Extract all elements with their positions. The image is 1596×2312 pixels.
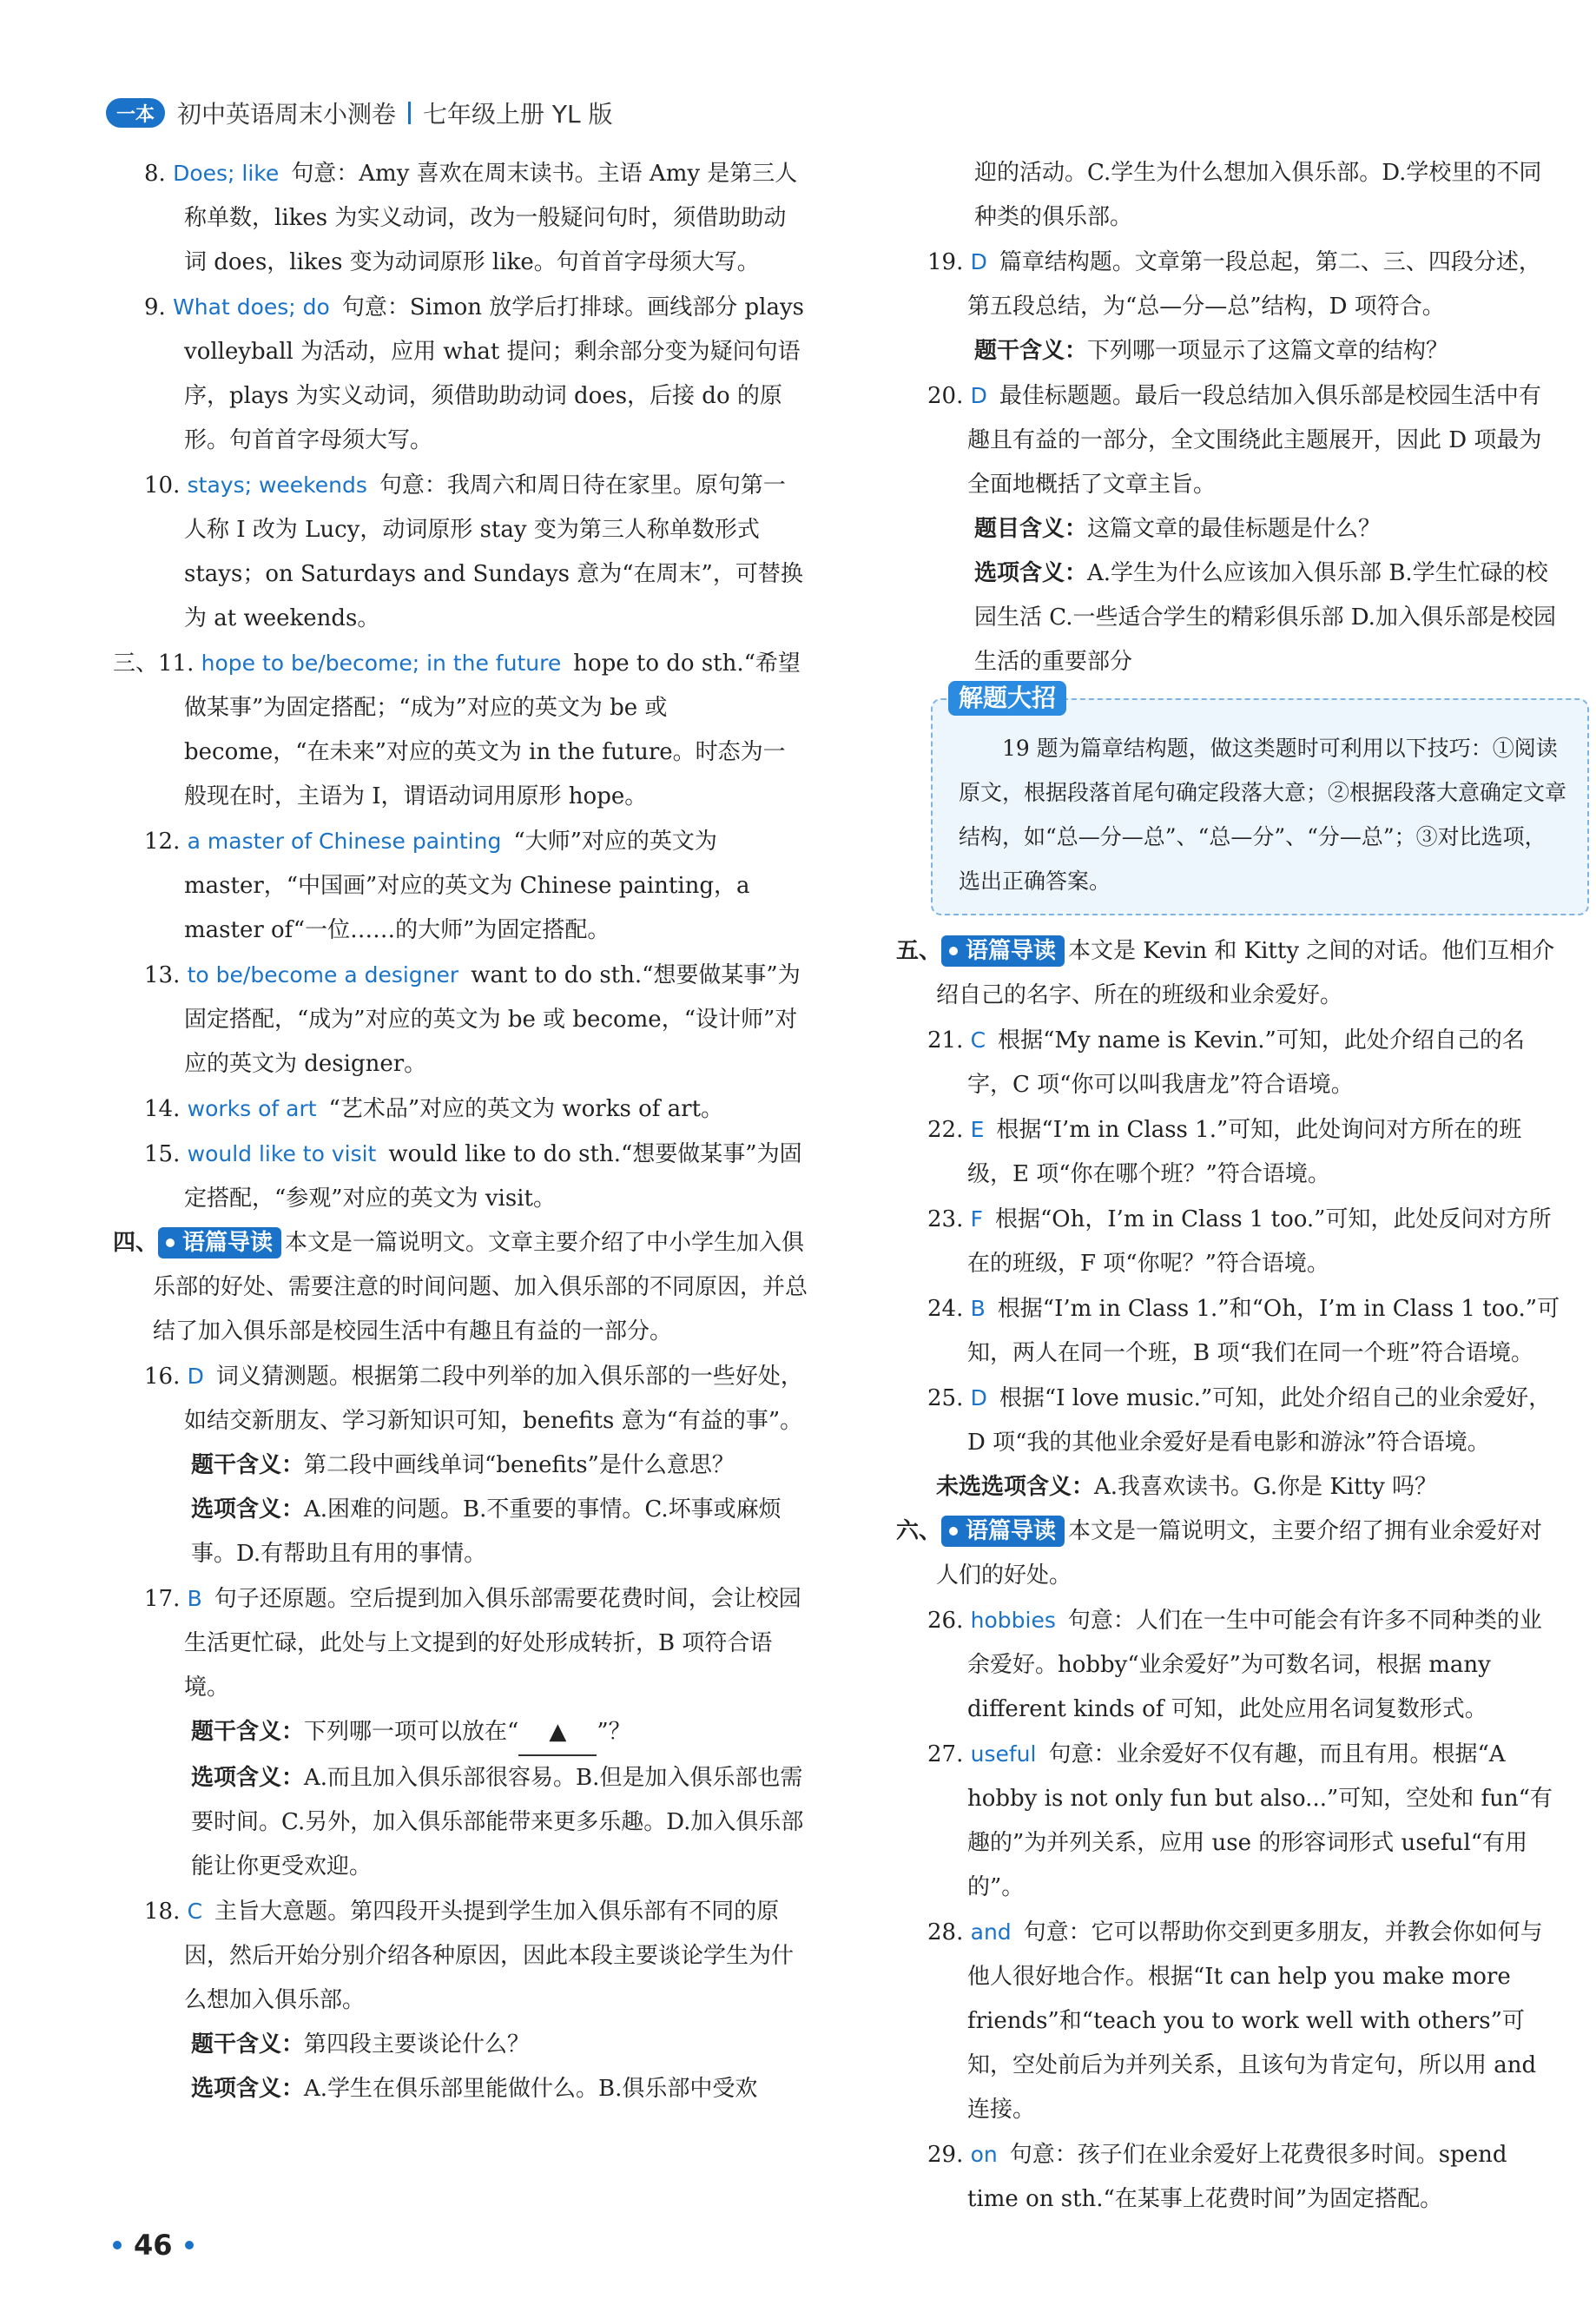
answer-key: D [970, 249, 987, 274]
meaning-text: A.困难的问题。B.不重要的事情。C.坏事或麻烦事。D.有帮助且有用的事情。 [191, 1496, 782, 1567]
section-number: 四、 [113, 1230, 159, 1256]
explanation-text: 句意：业余爱好不仅有趣，而且有用。根据“A hobby is not only fun but also...”可知，空处和 fun“有趣的”为并列关系，应用 use 的形容词形式 useful“有用的”。 [967, 1741, 1553, 1900]
explanation-text: hope to do sth.“希望做某事”为固定搭配；“成为”对应的英文为 be 或 become，“在未来”对应的英文为 in the future。时态为一般现在时，主语为 I，谓语动词用原形 hope。 [184, 651, 801, 809]
answer-key: stays; weekends [187, 472, 367, 498]
answer-item [896, 1286, 1563, 1376]
question-number: 12. [144, 829, 181, 855]
right-column [896, 151, 1567, 2222]
answer-item [113, 819, 808, 953]
meaning-label: 选项含义： [191, 1765, 305, 1791]
answer-item [896, 2132, 1563, 2222]
answer-item [896, 373, 1563, 507]
question-number: 25. [927, 1385, 964, 1411]
blank-marker: ▲ [518, 1710, 597, 1756]
answer-item [113, 285, 808, 463]
explanation-text: 根据“I love music.”可知，此处介绍自己的业余爱好，D 项“我的其他业余爱好是看电影和游泳”符合语境。 [967, 1385, 1552, 1456]
explanation-text: 句意：我周六和周日待在家里。原句第一人称 I 改为 Lucy，动词原形 stay 变为第三人称单数形式 stays；on Saturdays and Sundays 意为“在周末”，可替换为 at weekends。 [184, 472, 803, 631]
header-divider [408, 102, 411, 124]
meaning-label: 题干含义： [191, 2031, 305, 2058]
meaning-line [896, 329, 1563, 373]
explanation-text: would like to do sth.“想要做某事”为固定搭配，“参观”对应的英文为 visit。 [184, 1141, 802, 1212]
answer-key: on [970, 2142, 998, 2167]
tip-text: 19 题为篇章结构题，做这类题时可利用以下技巧：①阅读原文，根据段落首尾句确定段落大意；②根据段落大意确定文章结构，如“总—分—总”、“总—分”、“分—总”；③对比选项，选出正确答案。 [959, 736, 1567, 894]
answer-item [896, 1732, 1563, 1910]
answer-item [896, 1018, 1563, 1107]
answer-key: B [970, 1296, 986, 1321]
explanation-text: “大师”对应的英文为 master，“中国画”对应的英文为 Chinese painting，a master of“一位……的大师”为固定搭配。 [184, 829, 750, 943]
explanation-text: 句意：Amy 喜欢在周末读书。主语 Amy 是第三人称单数，likes 为实义动词，改为一般疑问句时，须借助助动词 does，likes 变为动词原形 like。句首首字母须大写。 [184, 161, 798, 275]
answer-item [113, 1087, 808, 1132]
meaning-text-after: ”？ [597, 1719, 631, 1745]
answer-item [896, 1197, 1563, 1286]
answer-key: hope to be/become; in the future [201, 651, 562, 676]
section-intro-text: 本文是一篇说明文，主要介绍了拥有业余爱好对人们的好处。 [936, 1518, 1543, 1589]
answer-key: B [187, 1586, 202, 1611]
meaning-text: A.学生为什么应该加入俱乐部 B.学生忙碌的校园生活 C.一些适合学生的精彩俱乐部 D.加入俱乐部是校园生活的重要部分 [974, 560, 1556, 675]
section-intro [896, 1509, 1563, 1598]
answer-key: What does; do [173, 294, 330, 320]
question-number: 22. [927, 1117, 964, 1143]
meaning-label: 题干含义： [974, 338, 1088, 364]
explanation-text: 篇章结构题。文章第一段总起，第二、三、四段分述，第五段总结，为“总—分—总”结构，D 项符合。 [967, 249, 1541, 320]
answer-item [113, 641, 808, 819]
meaning-line [896, 552, 1563, 684]
explanation-text: “艺术品”对应的英文为 works of art。 [328, 1096, 724, 1122]
answer-item [896, 240, 1563, 329]
passage-guide-tag: 语篇导读 [158, 1227, 281, 1258]
meaning-line [896, 1465, 1563, 1509]
meaning-text: 下列哪一项显示了这篇文章的结构？ [1087, 338, 1449, 364]
passage-guide-tag: 语篇导读 [941, 935, 1065, 967]
answer-key: D [970, 383, 987, 408]
page-footer [113, 2229, 194, 2262]
answer-item [113, 463, 808, 641]
explanation-text: 根据“I’m in Class 1.”和“Oh，I’m in Class 1 too.”可知，两人在同一个班，B 项“我们在同一个班”符合语境。 [967, 1296, 1560, 1366]
footer-dot-left [113, 2241, 122, 2249]
meaning-text: A.我喜欢读书。G.你是 Kitty 吗？ [1094, 1474, 1438, 1500]
meaning-line [113, 1443, 808, 1488]
section-intro [896, 929, 1563, 1018]
answer-key: would like to visit [187, 1141, 377, 1166]
explanation-text: 句意：它可以帮助你交到更多朋友，并教会你如何与他人很好地合作。根据“It can help you make more friends”和“teach you to work well with others”可知，空处前后为并列关系，且该句为肯定句，所以用 and 连接。 [967, 1919, 1543, 2123]
meaning-label: 未选选项含义： [936, 1474, 1095, 1500]
section-intro-text: 本文是 Kevin 和 Kitty 之间的对话。他们互相介绍自己的名字、所在的班级和业余爱好。 [936, 938, 1555, 1008]
meaning-continuation: 迎的活动。C.学生为什么想加入俱乐部。D.学校里的不同种类的俱乐部。 [974, 160, 1542, 230]
question-number: 26. [927, 1608, 964, 1634]
meaning-label: 选项含义： [974, 560, 1088, 586]
question-number: 21. [927, 1027, 964, 1054]
answer-key: D [187, 1364, 204, 1389]
explanation-text: 最佳标题题。最后一段总结加入俱乐部是校园生活中有趣且有益的一部分，全文围绕此主题展开，因此 D 项最为全面地概括了文章主旨。 [967, 383, 1542, 498]
meaning-line [113, 1756, 808, 1889]
meaning-text: 这篇文章的最佳标题是什么？ [1087, 516, 1382, 542]
answer-item [113, 151, 808, 285]
explanation-text: 句意：孩子们在业余爱好上花费很多时间。spend time on sth.“在某事上花费时间”为固定搭配。 [967, 2142, 1507, 2212]
question-number: 27. [927, 1741, 964, 1767]
explanation-text: want to do sth.“想要做某事”为固定搭配，“成为”对应的英文为 be 或 become，“设计师”对应的英文为 designer。 [184, 962, 801, 1077]
page-header [106, 92, 613, 134]
explanation-text: 根据“My name is Kevin.”可知，此处介绍自己的名字，C 项“你可以叫我唐龙”符合语境。 [967, 1027, 1525, 1098]
brand-logo: 一本 [106, 98, 165, 128]
explanation-text: 根据“I’m in Class 1.”可知，此处询问对方所在的班级，E 项“你在哪个班？”符合语境。 [967, 1117, 1522, 1187]
answer-item [113, 1576, 808, 1710]
left-column [113, 151, 808, 2111]
book-grade: 七年级上册 YL 版 [423, 100, 613, 129]
meaning-label: 题目含义： [974, 516, 1088, 542]
answer-key: works of art [187, 1096, 317, 1121]
answer-key: F [970, 1206, 984, 1232]
question-number: 19. [927, 249, 964, 275]
question-number: 28. [927, 1919, 964, 1945]
explanation-text: 句意：Simon 放学后打排球。画线部分 plays volleyball 为活动，应用 what 提问；剩余部分变为疑问句语序，plays 为实义动词，须借助助动词 does，后接 do 的原形。句首首字母须大写。 [184, 294, 805, 453]
section-intro-text: 本文是一篇说明文。文章主要介绍了中小学生加入俱乐部的好处、需要注意的时间问题、加入俱乐部的不同原因，并总结了加入俱乐部是校园生活中有趣且有益的一部分。 [153, 1230, 808, 1344]
question-number: 9. [144, 294, 166, 320]
answer-key: C [970, 1027, 986, 1053]
answer-key: E [970, 1117, 985, 1142]
answer-item [896, 1376, 1563, 1465]
answer-item [896, 1598, 1563, 1732]
question-number: 8. [144, 161, 166, 187]
book-title: 初中英语周末小测卷 [177, 100, 397, 129]
meaning-text: 第二段中画线单词“benefits”是什么意思？ [304, 1452, 735, 1478]
section-number: 五、 [896, 938, 942, 964]
meaning-text: A.学生在俱乐部里能做什么。B.俱乐部中受欢 [304, 2076, 758, 2102]
section-intro [113, 1221, 808, 1354]
page-number: 46 [134, 2229, 173, 2262]
question-number: 24. [927, 1296, 964, 1322]
answer-item [113, 1132, 808, 1221]
answer-key: Does; like [173, 161, 280, 186]
meaning-text: 下列哪一项可以放在“ [304, 1719, 519, 1745]
meaning-label: 题干含义： [191, 1719, 305, 1745]
question-number: 29. [927, 2142, 964, 2168]
meaning-label: 选项含义： [191, 2076, 305, 2102]
answer-item [896, 1107, 1563, 1197]
meaning-line [113, 2023, 808, 2067]
answer-item [113, 1889, 808, 2023]
section-number: 三、 [113, 651, 159, 677]
question-number: 17. [144, 1586, 181, 1612]
tip-box [931, 684, 1589, 915]
answer-item [113, 953, 808, 1087]
explanation-text: 词义猜测题。根据第二段中列举的加入俱乐部的一些好处，如结交新朋友、学习新知识可知，benefits 意为“有益的事”。 [184, 1364, 803, 1434]
meaning-line [113, 1488, 808, 1576]
answer-item [113, 1354, 808, 1443]
answer-key: to be/become a designer [187, 962, 459, 988]
question-number: 18. [144, 1899, 181, 1925]
answer-key: D [970, 1385, 987, 1410]
explanation-text: 主旨大意题。第四段开头提到学生加入俱乐部有不同的原因，然后开始分别介绍各种原因，因此本段主要谈论学生为什么想加入俱乐部。 [184, 1899, 795, 2013]
answer-key: useful [970, 1741, 1037, 1767]
explanation-text: 句意：人们在一生中可能会有许多不同种类的业余爱好。hobby“业余爱好”为可数名词，根据 many different kinds of 可知，此处应用名词复数形式。 [967, 1608, 1542, 1722]
meaning-text: A.而且加入俱乐部很容易。B.但是加入俱乐部也需要时间。C.另外，加入俱乐部能带来更多乐趣。D.加入俱乐部能让你更受欢迎。 [191, 1765, 804, 1879]
meaning-line [896, 507, 1563, 552]
question-number: 15. [144, 1141, 181, 1167]
question-number: 11. [158, 651, 195, 677]
meaning-text: 第四段主要谈论什么？ [304, 2031, 531, 2058]
answer-key: a master of Chinese painting [187, 829, 502, 854]
meaning-label: 选项含义： [191, 1496, 305, 1523]
explanation-text: 句子还原题。空后提到加入俱乐部需要花费时间，会让校园生活更忙碌，此处与上文提到的好处形成转折，B 项符合语境。 [184, 1586, 801, 1701]
meaning-line [113, 2067, 808, 2111]
answer-item [896, 1910, 1563, 2132]
question-number: 23. [927, 1206, 964, 1232]
answer-key: hobbies [970, 1608, 1056, 1633]
tip-title: 解题大招 [948, 681, 1066, 716]
question-number: 14. [144, 1096, 181, 1122]
answer-key: and [970, 1919, 1012, 1945]
section-number: 六、 [896, 1518, 942, 1544]
question-number: 16. [144, 1364, 181, 1390]
answer-key: C [187, 1899, 203, 1924]
question-number: 13. [144, 962, 181, 988]
meaning-label: 题干含义： [191, 1452, 305, 1478]
meaning-line [113, 1710, 808, 1756]
question-number: 10. [144, 472, 181, 499]
explanation-text: 根据“Oh，I’m in Class 1 too.”可知，此处反问对方所在的班级，F 项“你呢？”符合语境。 [967, 1206, 1552, 1277]
passage-guide-tag: 语篇导读 [941, 1516, 1065, 1547]
footer-dot-right [185, 2241, 194, 2249]
question-number: 20. [927, 383, 964, 409]
